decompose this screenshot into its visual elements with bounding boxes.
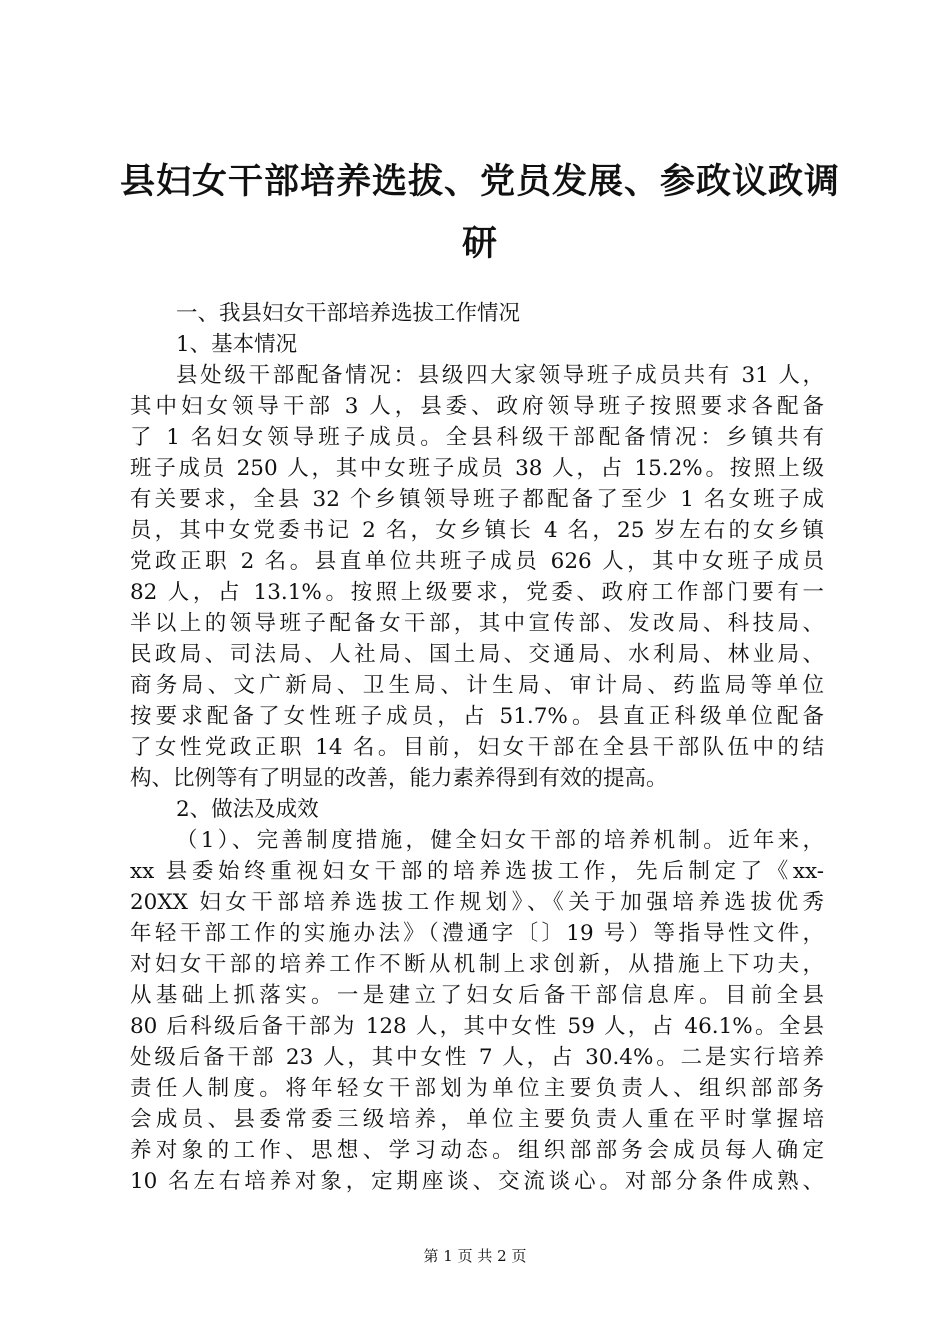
paragraph-line: 民政局、司法局、人社局、国土局、交通局、水利局、林业局、: [130, 642, 824, 667]
paragraph-line: 其中妇女领导干部 3 人，县委、政府领导班子按照要求各配备: [130, 394, 824, 419]
paragraph-line: 党政正职 2 名。县直单位共班子成员 626 人，其中女班子成员: [130, 549, 824, 574]
paragraph-line: 了女性党政正职 14 名。目前，妇女干部在全县干部队伍中的结: [130, 735, 824, 760]
paragraph-line: （1）、完善制度措施，健全妇女干部的培养机制。近年来，: [176, 828, 824, 853]
document-title-line-1: 县妇女干部培养选拔、党员发展、参政议政调: [119, 162, 840, 202]
paragraph-line: 构、比例等有了明显的改善，能力素养得到有效的提高。: [130, 766, 668, 791]
paragraph-line: 会成员、县委常委三级培养，单位主要负责人重在平时掌握培: [130, 1107, 824, 1132]
paragraph-line: 80 后科级后备干部为 128 人，其中女性 59 人，占 46.1%。全县: [130, 1014, 824, 1039]
paragraph-line: xx 县委始终重视妇女干部的培养选拔工作，先后制定了《xx-: [130, 859, 824, 884]
paragraph-line: 对妇女干部的培养工作不断从机制上求创新，从措施上下功夫，: [130, 952, 824, 977]
paragraph-line: 82 人，占 13.1%。按照上级要求，党委、政府工作部门要有一: [130, 580, 824, 605]
paragraph-line: 商务局、文广新局、卫生局、计生局、审计局、药监局等单位: [130, 673, 824, 698]
document-title-line-2: 研: [461, 224, 498, 264]
paragraph-line: 年轻干部工作的实施办法》（澧通字〔〕19 号）等指导性文件，: [130, 921, 824, 946]
section-heading: 一、我县妇女干部培养选拔工作情况: [176, 301, 521, 326]
paragraph-line: 责任人制度。将年轻女干部划为单位主要负责人、组织部部务: [130, 1076, 824, 1101]
paragraph-line: 20XX 妇女干部培养选拔工作规划》、《关于加强培养选拔优秀: [130, 890, 824, 915]
paragraph-line: 处级后备干部 23 人，其中女性 7 人，占 30.4%。二是实行培养: [130, 1045, 824, 1070]
paragraph-line: 县处级干部配备情况：县级四大家领导班子成员共有 31 人，: [176, 363, 824, 388]
paragraph-line: 按要求配备了女性班子成员，占 51.7%。县直正科级单位配备: [130, 704, 824, 729]
paragraph-line: 员，其中女党委书记 2 名，女乡镇长 4 名，25 岁左右的女乡镇: [130, 518, 824, 543]
document-body: [130, 298, 824, 1197]
paragraph-line: 10 名左右培养对象，定期座谈、交流谈心。对部分条件成熟、: [130, 1169, 824, 1194]
paragraph-line: 了 1 名妇女领导班子成员。全县科级干部配备情况：乡镇共有: [130, 425, 824, 450]
page-footer: 第 1 页 共 2 页: [423, 1247, 527, 1265]
paragraph-line: 班子成员 250 人，其中女班子成员 38 人，占 15.2%。按照上级: [130, 456, 824, 481]
paragraph-line: 养对象的工作、思想、学习动态。组织部部务会成员每人确定: [130, 1138, 824, 1163]
subsection-heading: 2、做法及成效: [176, 797, 319, 822]
subsection-heading: 1、基本情况: [176, 332, 298, 357]
paragraph-line: 半以上的领导班子配备女干部，其中宣传部、发改局、科技局、: [130, 611, 824, 636]
paragraph-line: 从基础上抓落实。一是建立了妇女后备干部信息库。目前全县: [130, 983, 824, 1008]
paragraph-line: 有关要求，全县 32 个乡镇领导班子都配备了至少 1 名女班子成: [130, 487, 824, 512]
